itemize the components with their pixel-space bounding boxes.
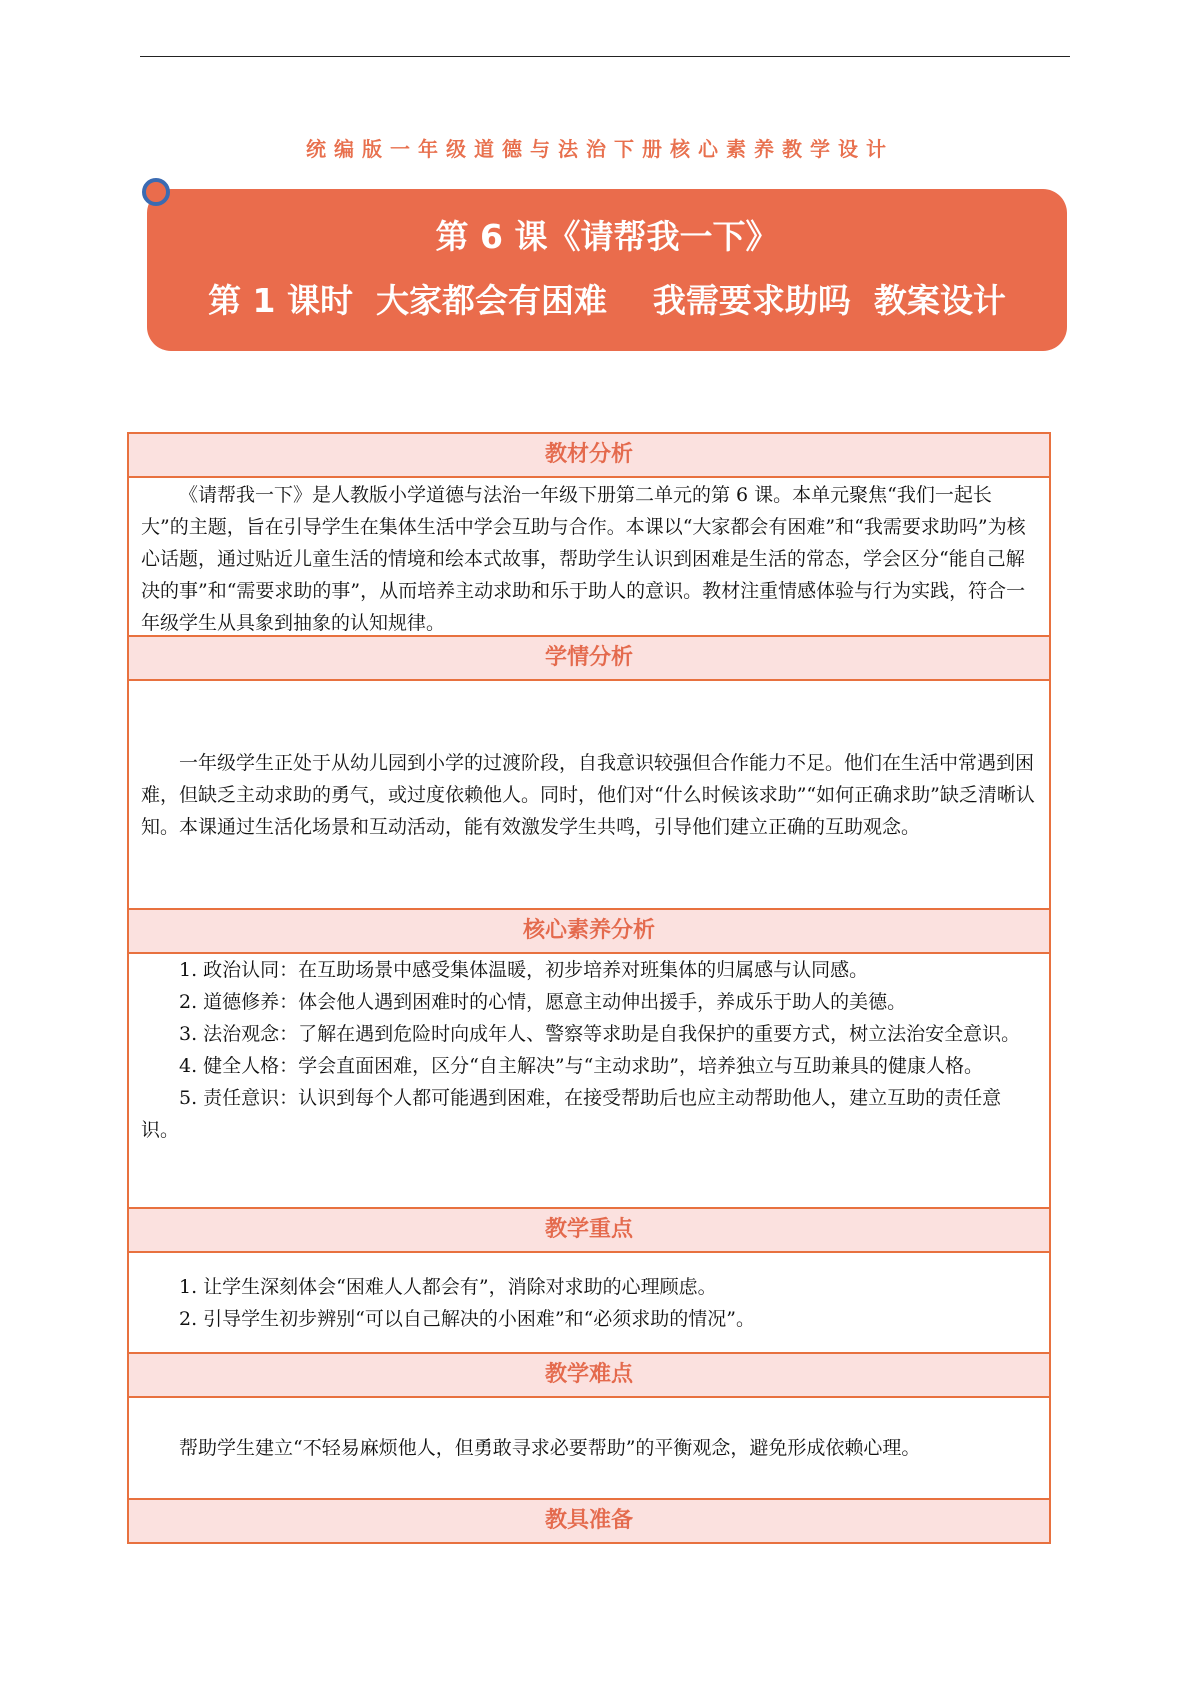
- section-heading-teaching-aids: 教具准备: [129, 1500, 1049, 1542]
- section-heading-student-analysis: 学情分析: [129, 637, 1049, 681]
- list-item: 1. 让学生深刻体会“困难人人都会有”，消除对求助的心理顾虑。: [179, 1275, 717, 1298]
- series-title: 统编版一年级道德与法治下册核心素养教学设计: [306, 137, 894, 161]
- paragraph: 《请帮我一下》是人教版小学道德与法治一年级下册第二单元的第 6 课。本单元聚焦“我们一起长大”的主题，旨在引导学生在集体生活中学会互助与合作。本课以“大家都会有困难”和“我需要求助吗”为核心话题，通过贴近儿童生活的情境和绘本式故事，帮助学生认识到困难是生活的常态，学会区分“能自己解决的事”和“需要求助的事”，从而培养主动求助和乐于助人的意识。教材注重情感体验与行为实践，符合一年级学生从具象到抽象的认知规律。: [141, 484, 1026, 634]
- list-item: 2. 引导学生初步辨别“可以自己解决的小困难”和“必须求助的情况”。: [179, 1307, 756, 1330]
- section-heading-textbook-analysis: 教材分析: [129, 434, 1049, 478]
- section-body-teaching-focus: [129, 1253, 1049, 1354]
- paragraph: 帮助学生建立“不轻易麻烦他人，但勇敢寻求必要帮助”的平衡观念，避免形成依赖心理。: [179, 1437, 921, 1459]
- section-heading-teaching-difficulty: 教学难点: [129, 1354, 1049, 1398]
- list-item: 4. 健全人格：学会直面困难，区分“自主解决”与“主动求助”，培养独立与互助兼具的健康人格。: [179, 1055, 984, 1077]
- paragraph: 一年级学生正处于从幼儿园到小学的过渡阶段，自我意识较强但合作能力不足。他们在生活中常遇到困难，但缺乏主动求助的勇气，或过度依赖他人。同时，他们对“什么时候该求助”“如何正确求助”缺乏清晰认知。本课通过生活化场景和互动活动，能有效激发学生共鸣，引导他们建立正确的互助观念。: [141, 751, 1035, 838]
- section-body-student-analysis: [129, 681, 1049, 910]
- section-body-core-competency: [129, 954, 1049, 1209]
- list-item: 5. 责任意识：认识到每个人都可能遇到困难，在接受帮助后也应主动帮助他人，建立互助的责任意识。: [141, 1087, 1002, 1141]
- section-heading-core-competency: 核心素养分析: [129, 910, 1049, 954]
- lesson-plan-table: [127, 432, 1051, 1544]
- list-item: 1. 政治认同：在互助场景中感受集体温暖，初步培养对班集体的归属感与认同感。: [179, 959, 869, 981]
- top-rule: [140, 56, 1070, 57]
- lesson-subtitle: 第 1 课时 大家都会有困难 我需要求助吗 教案设计: [208, 281, 1006, 320]
- lesson-title: 第 6 课《请帮我一下》: [435, 217, 779, 256]
- section-body-teaching-difficulty: [129, 1398, 1049, 1500]
- list-item: 3. 法治观念：了解在遇到危险时向成年人、警察等求助是自我保护的重要方式，树立法治安全意识。: [179, 1023, 1021, 1045]
- lesson-banner: [147, 189, 1067, 351]
- list-item: 2. 道德修养：体会他人遇到困难时的心情，愿意主动伸出援手，养成乐于助人的美德。: [179, 991, 907, 1013]
- section-heading-teaching-focus: 教学重点: [129, 1209, 1049, 1253]
- decorative-dot-icon: [142, 178, 170, 206]
- section-body-textbook-analysis: [129, 478, 1049, 637]
